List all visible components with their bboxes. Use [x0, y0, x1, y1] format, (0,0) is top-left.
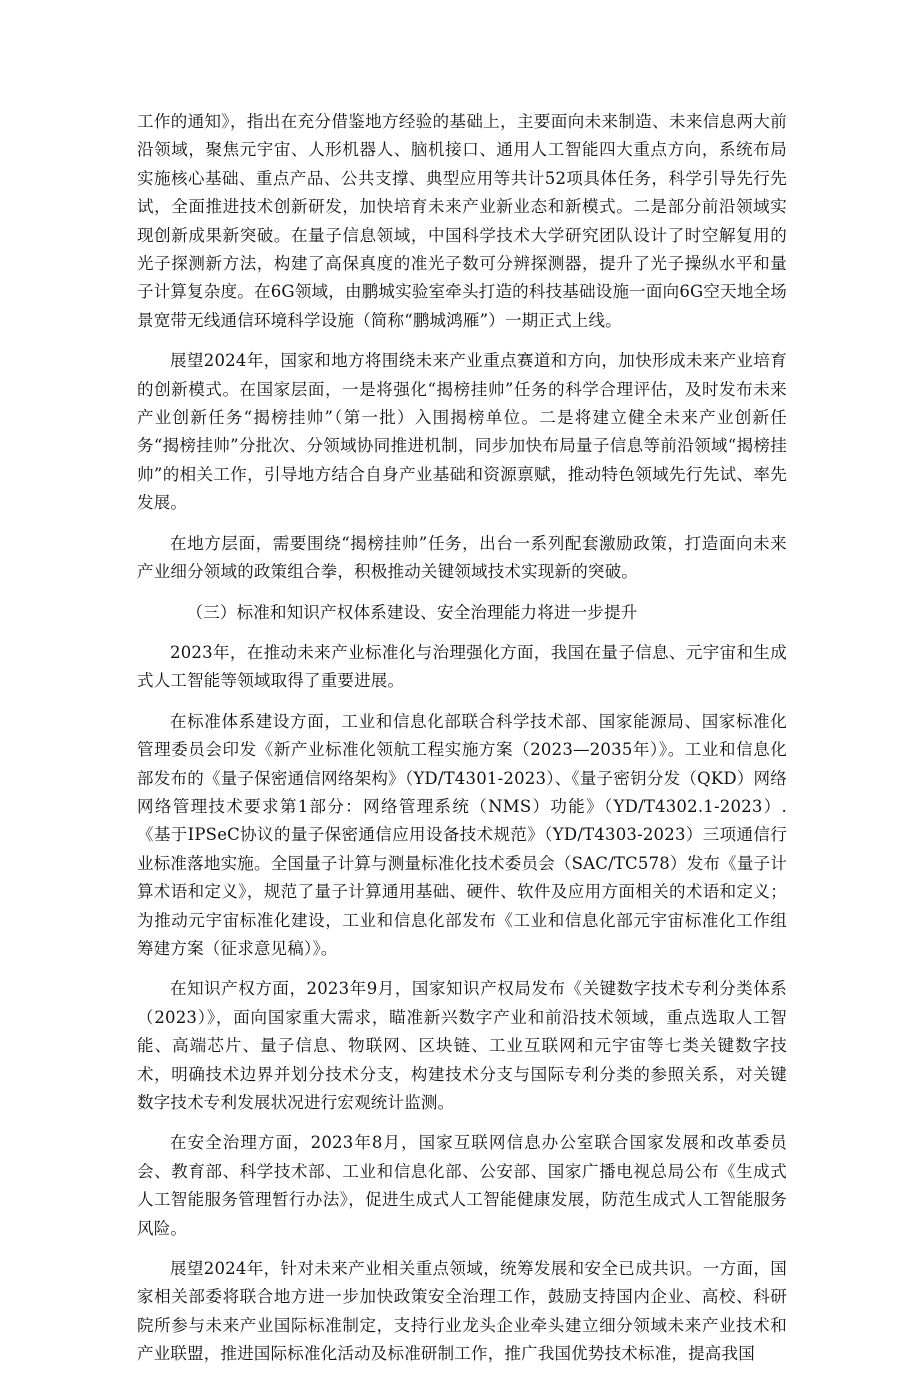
section-heading: （三）标准和知识产权体系建设、安全治理能力将进一步提升 [186, 602, 638, 622]
paragraph-ip: 在知识产权方面，2023年9月，国家知识产权局发布《关键数字技术专利分类体系（2023）》，面向国家重大需求，瞄准新兴数字产业和前沿技术领域，重点选取人工智能、高端芯片、量子信息、物联网、区块链、工业互联网和元宇宙等七类关键数字技术，明确技术边界并划分技术分支，构建技术分支与国际专利分类的参照关系，对关键数字技术专利发展状况进行宏观统计监测。 [137, 979, 787, 1112]
paragraph-outlook-national: 展望2024年，国家和地方将围绕未来产业重点赛道和方向，加快形成未来产业培育的创新模式。在国家层面，一是将强化“揭榜挂帅”任务的科学合理评估，及时发布未来产业创新任务“揭榜挂帅”（第一批）入围揭榜单位。二是将建立健全未来产业创新任务“揭榜挂帅”分批次、分领域协同推进机制，同步加快布局量子信息等前沿领域“揭榜挂帅”的相关工作，引导地方结合自身产业基础和资源禀赋，推动特色领域先行先试、率先发展。 [137, 351, 787, 513]
paragraph-local-level: 在地方层面，需要围绕“揭榜挂帅”任务，出台一系列配套激励政策，打造面向未来产业细分领域的政策组合拳，积极推动关键领域技术实现新的突破。 [137, 533, 787, 582]
paragraph-security-governance: 在安全治理方面，2023年8月，国家互联网信息办公室联合国家发展和改革委员会、教育部、科学技术部、工业和信息化部、公安部、国家广播电视总局公布《生成式人工智能服务管理暂行办法》，促进生成式人工智能健康发展，防范生成式人工智能服务风险。 [137, 1133, 787, 1238]
paragraph-2023-overview: 2023年，在推动未来产业标准化与治理强化方面，我国在量子信息、元宇宙和生成式人工智能等领域取得了重要进展。 [137, 642, 787, 691]
paragraph-outlook-security: 展望2024年，针对未来产业相关重点领域，统筹发展和安全已成共识。一方面，国家相关部委将联合地方进一步加快政策安全治理工作，鼓励支持国内企业、高校、科研院所参与未来产业国际标准制定，支持行业龙头企业牵头建立细分领域未来产业技术和产业联盟，推进国际标准化活动及标准研制工作，推广我国优势技术标准，提高我国 [137, 1259, 787, 1364]
body-text [137, 108, 787, 1381]
paragraph-continuation: 工作的通知》，指出在充分借鉴地方经验的基础上，主要面向未来制造、未来信息两大前沿领域，聚焦元宇宙、人形机器人、脑机接口、通用人工智能四大重点方向，系统布局实施核心基础、重点产品、公共支撑、典型应用等共计52项具体任务，科学引导先行先试，全面推进技术创新研发，加快培育未来产业新业态和新模式。二是部分前沿领域实现创新成果新突破。在量子信息领域，中国科学技术大学研究团队设计了时空解复用的光子探测新方法，构建了高保真度的准光子数可分辨探测器，提升了光子操纵水平和量子计算复杂度。在6G领域，由鹏城实验室牵头打造的科技基础设施一面向6G空天地全场景宽带无线通信环境科学设施（简称“鹏城鸿雁”）一期正式上线。 [137, 112, 787, 330]
paragraph-standards: 在标准体系建设方面，工业和信息化部联合科学技术部、国家能源局、国家标准化管理委员会印发《新产业标准化领航工程实施方案（2023—2035年）》。工业和信息化部发布的《量子保密通信网络架构》（YD/T4301-2023）、《量子密钥分发（QKD）网络网络管理技术要求第1部分：网络管理系统（NMS）功能》（YD/T4302.1-2023）.《基于IPSeC协议的量子保密通信应用设备技术规范》（YD/T4303-2023）三项通信行业标准落地实施。全国量子计算与测量标准化技术委员会（SAC/TC578）发布《量子计算术语和定义》，规范了量子计算通用基础、硬件、软件及应用方面相关的术语和定义；为推动元宇宙标准化建设，工业和信息化部发布《工业和信息化部元宇宙标准化工作组筹建方案（征求意见稿）》。 [137, 711, 787, 958]
